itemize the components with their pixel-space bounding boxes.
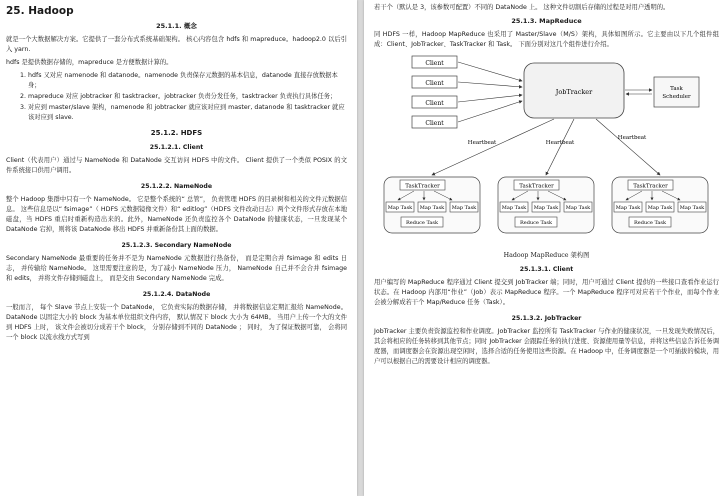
client-node (412, 56, 457, 68)
tasktracker-node (384, 177, 480, 233)
client-node (412, 116, 457, 128)
subsection-title-mr-client: 25.1.3.1. Client (519, 266, 574, 273)
svg-text:Map Task: Map Task (615, 205, 641, 211)
tasktracker-node (498, 177, 594, 233)
right-page (364, 0, 727, 496)
left-page (0, 0, 357, 496)
svg-text:TaskTracker: TaskTracker (405, 183, 440, 190)
svg-text:Map Task: Map Task (533, 205, 559, 211)
svg-text:Map Task: Map Task (501, 205, 527, 211)
svg-text:JobTracker: JobTracker (555, 88, 593, 96)
section-title-mapreduce: 25.1.3. MapReduce (511, 17, 582, 25)
subsection-title-datanode: 25.1.2.4. DataNode (142, 291, 211, 298)
subsection-title-client: 25.1.2.1. Client (149, 144, 204, 151)
list-item: 2. mapreduce 对应 jobtracker 和 tasktracker。jobtracker 负责分发任务，tasktracker 负责执行具体任务； (28, 92, 347, 102)
jobtracker-node (524, 63, 624, 118)
svg-text:TaskTracker: TaskTracker (633, 183, 668, 190)
section-title-concept: 25.1.1. 概念 (156, 22, 197, 30)
svg-text:Map Task: Map Task (451, 205, 477, 211)
list-item: 1. hdfs 又对应 namenode 和 datanode。namenode 负责保存元数据的基本信息，datanode 直接存放数据本身； (28, 71, 347, 91)
svg-text:Task: Task (670, 86, 683, 92)
svg-text:Reduce Task: Reduce Task (519, 220, 553, 226)
paragraph-datanode: 一般而言， 每个 Slave 节点上安装一个 DataNode， 它负责实际的数据存储， 并将数据信息定期汇报给 NameNode。 DataNode 以固定大小的 block 为基本单位组织文件内容， 默认情况下 block 大小为 64MB。 当用户上传一个大的文件到 HDFS 上时， 该文件会被切分成若干个 block， 分别存储到不同的 DataNode ； 同时， 为了保证数据可靠， 会将同一个 block 以流水线方式写到 (6, 304, 347, 341)
diagram-caption: Hadoop MapReduce 架构图 (503, 252, 590, 259)
paragraph-concept-intro: 就是一个大数据解决方案。它提供了一套分布式系统基础架构。 核心内容包含 hdfs 和 mapreduce。hadoop2.0 以后引入 yarn. (6, 36, 347, 53)
paragraph-client: Client（代表用户）通过与 NameNode 和 DataNode 交互访问 HDFS 中的文件。 Client 提供了一个类似 POSIX 的文件系统接口供用户调用。 (6, 157, 347, 174)
client-node (412, 96, 457, 108)
task-scheduler-node (654, 77, 699, 107)
heartbeat-arrow (596, 119, 660, 175)
paragraph-namenode: 整个 Hadoop 集群中只有一个 NameNode。 它是整个系统的“ 总管”， 负责管理 HDFS 的目录树和相关的文件元数据信息。 这些信息是以“ fsimage”（ HDFS 元数据镜像文件）和“ editlog”（HDFS 文件改动日志）两个文件形式存放在本地磁盘，当 HDFS 重启时重新构造出来的。此外，NameNode 还负责监控各个 DataNode 的健康状态，一旦发现某个 DataNode 宕掉，则将该 DataNode 移出 HDFS 并重新备份其上面的数据。 (6, 196, 347, 233)
svg-text:Client: Client (425, 60, 444, 67)
client-arrow (458, 95, 522, 102)
concept-list (6, 71, 347, 123)
paragraph-jobtracker: JobTracker 主要负责资源监控和作业调度。JobTracker 监控所有 TaskTracker 与作业的健康状况，一旦发现失败情况后，其会将相应的任务转移到其他节点；同时 JobTracker 会跟踪任务的执行进度、资源使用量等信息，并将这些信息告诉任务调度器，而调度器会在资源出现空闲时，选择合适的任务使用这些资源。在 Hadoop 中，任务调度器是一个可插拔的模块，用户可以根据自己的需要设计相应的调度器。 (374, 328, 719, 365)
paragraph-continued: 若干个（默认是 3，该参数可配置）不同的 DataNode 上。 这种文件切割后存储的过程是对用户透明的。 (374, 4, 670, 11)
client-arrow (458, 101, 522, 122)
heartbeat-label: Heartbeat (545, 140, 575, 146)
svg-text:Map Task: Map Task (419, 205, 445, 211)
client-arrow (458, 62, 522, 81)
tasktracker-node (612, 177, 708, 233)
paragraph-hdfs-mapreduce: hdfs 是提供数据存储的，mapreduce 是方便数据计算的。 (6, 59, 173, 66)
heartbeat-label: Heartbeat (617, 135, 647, 141)
chapter-title: 25. Hadoop (6, 5, 74, 17)
svg-text:Map Task: Map Task (387, 205, 413, 211)
svg-text:Reduce Task: Reduce Task (633, 220, 667, 226)
svg-text:Client: Client (425, 80, 444, 87)
paragraph-mr-client: 用户编写的 MapReduce 程序通过 Client 提交到 JobTracker 端；同时，用户可通过 Client 提供的一些接口查看作业运行状态。在 Hadoop 内部用“作业”（Job）表示 MapReduce 程序。一个 MapReduce 程序可对应若干个作业，而每个作业会被分解成若干个 Map/Reduce 任务（Task）。 (374, 279, 719, 306)
paragraph-mapreduce-intro: 同 HDFS 一样，Hadoop MapReduce 也采用了 Master/Slave（M/S）架构，具体如图所示。它主要由以下几个组件组成：Client、JobTracker、TaskTracker 和 Task。 下面分别对这几个组件进行介绍。 (374, 31, 719, 48)
svg-text:TaskTracker: TaskTracker (519, 183, 554, 190)
client-node (412, 76, 457, 88)
svg-text:Client: Client (425, 100, 444, 107)
heartbeat-arrow (546, 119, 574, 175)
svg-text:Reduce Task: Reduce Task (405, 220, 439, 226)
mapreduce-architecture-diagram (374, 53, 719, 248)
svg-text:Map Task: Map Task (679, 205, 705, 211)
subsection-title-secondary-namenode: 25.1.2.3. Secondary NameNode (121, 242, 232, 249)
section-title-hdfs: 25.1.2. HDFS (150, 129, 203, 137)
paragraph-secondary-namenode: Secondary NameNode 最重要的任务并不是为 NameNode 元数据进行热备份， 而是定期合并 fsimage 和 edits 日志， 并传输给 NameNode。 这里需要注意的是，为了减小 NameNode 压力， NameNode 自己并不会合并 fsimage 和 edits， 并将文件存储到磁盘上， 而是交由 Secondary NameNode 完成。 (6, 255, 347, 282)
list-item: 3. 对应到 master/slave 架构，namenode 和 jobtracker 就应该对应到 master, datanode 和 tasktracker 就应该对应到 slave. (28, 103, 347, 123)
svg-text:Scheduler: Scheduler (662, 94, 691, 100)
subsection-title-jobtracker: 25.1.3.2. JobTracker (511, 315, 582, 322)
heartbeat-label: Heartbeat (467, 140, 497, 146)
svg-text:Client: Client (425, 120, 444, 127)
svg-text:Map Task: Map Task (565, 205, 591, 211)
client-arrow (458, 82, 522, 87)
svg-text:Map Task: Map Task (647, 205, 673, 211)
subsection-title-namenode: 25.1.2.2. NameNode (140, 183, 213, 190)
